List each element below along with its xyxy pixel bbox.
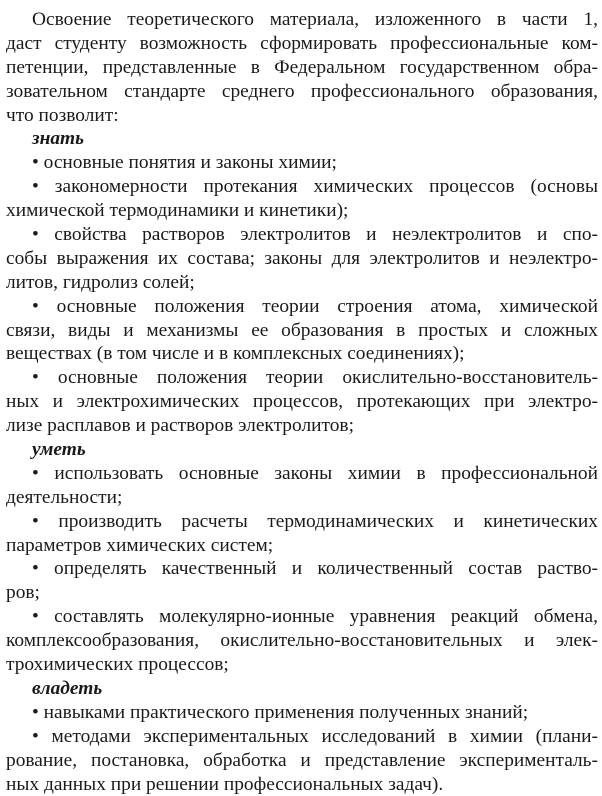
list-item-continuation: рование, постановка, обработка и представление эксперименталь- bbox=[6, 749, 598, 773]
list-item: • основные понятия и законы химии; bbox=[6, 151, 598, 175]
list-item: • определять качественный и количественный состав раство- bbox=[6, 557, 598, 581]
list-item-continuation: связи, виды и механизмы ее образования в простых и сложных bbox=[6, 319, 598, 343]
list-item-continuation: лизе расплавов и растворов электролитов; bbox=[6, 414, 598, 438]
list-item-continuation: параметров химических систем; bbox=[6, 534, 598, 558]
know-heading: знать bbox=[6, 127, 598, 151]
list-item-continuation: собы выражения их состава; законы для электролитов и неэлектро- bbox=[6, 247, 598, 271]
know-section bbox=[6, 127, 598, 438]
list-item: • использовать основные законы химии в профессиональной bbox=[6, 462, 598, 486]
master-heading: владеть bbox=[6, 677, 598, 701]
list-item-continuation: ных и электрохимических процессов, протекающих при электро- bbox=[6, 390, 598, 414]
master-section bbox=[6, 677, 598, 796]
list-item-continuation: литов, гидролиз солей; bbox=[6, 271, 598, 295]
list-item: • составлять молекулярно-ионные уравнения реакций обмена, bbox=[6, 605, 598, 629]
list-item: • закономерности протекания химических процессов (основы bbox=[6, 175, 598, 199]
intro-line: даст студенту возможность сформировать профессиональные ком- bbox=[6, 32, 598, 56]
list-item-continuation: ров; bbox=[6, 581, 598, 605]
list-item: • методами экспериментальных исследований в химии (плани- bbox=[6, 725, 598, 749]
intro-line: петенции, представленные в Федеральном государственном обра- bbox=[6, 56, 598, 80]
list-item: • свойства растворов электролитов и неэлектролитов и спо- bbox=[6, 223, 598, 247]
list-item-continuation: комплексообразования, окислительно-восстановительных и элек- bbox=[6, 629, 598, 653]
intro-line: зовательном стандарте среднего профессионального образования, bbox=[6, 80, 598, 104]
list-item: • основные положения теории строения атома, химической bbox=[6, 295, 598, 319]
list-item-continuation: ных данных при решении профессиональных задач). bbox=[6, 773, 598, 796]
list-item-continuation: химической термодинамики и кинетики); bbox=[6, 199, 598, 223]
list-item: • производить расчеты термодинамических и кинетических bbox=[6, 510, 598, 534]
can-heading: уметь bbox=[6, 438, 598, 462]
list-item: • навыками практического применения полученных знаний; bbox=[6, 701, 598, 725]
intro-line: что позволит: bbox=[6, 104, 598, 128]
list-item: • основные положения теории окислительно-восстановитель- bbox=[6, 366, 598, 390]
list-item-continuation: веществах (в том числе и в комплексных соединениях); bbox=[6, 342, 598, 366]
list-item-continuation: трохимических процессов; bbox=[6, 653, 598, 677]
intro-paragraph bbox=[6, 8, 598, 127]
list-item-continuation: деятельности; bbox=[6, 486, 598, 510]
can-section bbox=[6, 438, 598, 677]
intro-line: Освоение теоретического материала, изложенного в части 1, bbox=[6, 8, 598, 32]
